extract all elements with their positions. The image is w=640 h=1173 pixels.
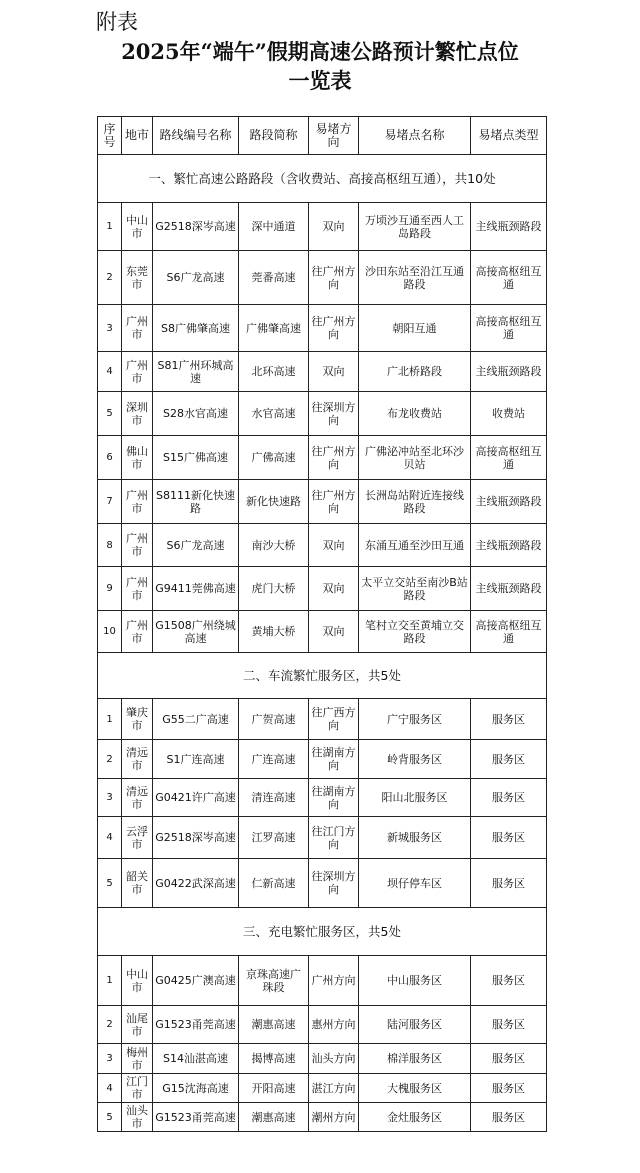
table-cell: 6 [98,436,122,480]
table-cell: 往广州方向 [309,251,359,305]
table-cell: 高接高枢纽互通 [471,251,547,305]
table-row [98,1006,547,1044]
table-cell: 大槐服务区 [359,1074,471,1103]
table-cell: 金灶服务区 [359,1103,471,1132]
table-row [98,251,547,305]
table-cell: 仁新高速 [239,859,309,908]
table-row [98,1074,547,1103]
table-row [98,779,547,817]
table-cell: 往深圳方向 [309,859,359,908]
table-cell: 潮州方向 [309,1103,359,1132]
table-cell: 长洲岛站附近连接线路段 [359,480,471,524]
table-row [98,203,547,251]
table-cell: G9411莞佛高速 [153,567,239,611]
table-row [98,524,547,567]
table-body [98,155,547,1132]
header-cell: 易堵点名称 [359,117,471,155]
header-cell: 地市 [122,117,153,155]
table-cell: G2518深岑高速 [153,203,239,251]
table-cell: G1508广州绕城高速 [153,611,239,653]
table-cell: G1523甬莞高速 [153,1006,239,1044]
table-cell: 广北桥路段 [359,352,471,392]
table-cell: 棉洋服务区 [359,1044,471,1074]
table-cell: 广佛高速 [239,436,309,480]
table-cell: 服务区 [471,779,547,817]
table-cell: 5 [98,392,122,436]
table-cell: 高接高枢纽互通 [471,305,547,352]
table-cell: 双向 [309,611,359,653]
table-cell: 往广州方向 [309,436,359,480]
table-cell: 往江门方向 [309,817,359,859]
table-cell: 9 [98,567,122,611]
table-cell: 开阳高速 [239,1074,309,1103]
table-cell: 清远市 [122,740,153,779]
table-cell: 莞番高速 [239,251,309,305]
table-cell: 惠州方向 [309,1006,359,1044]
table-cell: 广宁服务区 [359,699,471,740]
table-cell: 广州市 [122,480,153,524]
table-cell: 东莞市 [122,251,153,305]
table-cell: 3 [98,1044,122,1074]
section-title: 一、繁忙高速公路路段（含收费站、高接高枢纽互通），共10处 [98,155,547,203]
table-cell: 京珠高速广珠段 [239,956,309,1006]
appendix-label: 附表 [96,10,138,34]
table-cell: 3 [98,779,122,817]
table-cell: 4 [98,817,122,859]
table-cell: 云浮市 [122,817,153,859]
table-cell: 3 [98,305,122,352]
table-cell: 东涌互通至沙田互通 [359,524,471,567]
table-row [98,740,547,779]
page-title-line2: 一览表 [288,68,352,93]
header-cell: 路段简称 [239,117,309,155]
table-cell: S6广龙高速 [153,251,239,305]
section-title: 二、车流繁忙服务区，共5处 [98,653,547,699]
table-row [98,305,547,352]
table-cell: 坝仔停车区 [359,859,471,908]
table-cell: 广州市 [122,352,153,392]
table-cell: 往湖南方向 [309,740,359,779]
table-cell: 广贺高速 [239,699,309,740]
table-cell: 往广西方向 [309,699,359,740]
table-cell: 服务区 [471,956,547,1006]
table-cell: 高接高枢纽互通 [471,436,547,480]
table-cell: 汕头方向 [309,1044,359,1074]
table-cell: 湛江方向 [309,1074,359,1103]
table-cell: 梅州市 [122,1044,153,1074]
table-cell: 深中通道 [239,203,309,251]
table-cell: 8 [98,524,122,567]
table-cell: S6广龙高速 [153,524,239,567]
table-cell: 广州方向 [309,956,359,1006]
table-cell: G0425广澳高速 [153,956,239,1006]
table-cell: 双向 [309,524,359,567]
table-cell: 潮惠高速 [239,1103,309,1132]
table-cell: 主线瓶颈路段 [471,352,547,392]
table-cell: 揭博高速 [239,1044,309,1074]
table-cell: 5 [98,1103,122,1132]
table-cell: 服务区 [471,1074,547,1103]
table-row [98,611,547,653]
table-cell: S81广州环城高速 [153,352,239,392]
table-row [98,392,547,436]
table-cell: G0421许广高速 [153,779,239,817]
table-cell: 服务区 [471,1044,547,1074]
table-cell: 广佛肇高速 [239,305,309,352]
table-cell: 往深圳方向 [309,392,359,436]
table-cell: 新化快速路 [239,480,309,524]
table-cell: 双向 [309,203,359,251]
table-cell: G2518深岑高速 [153,817,239,859]
table-cell: 清连高速 [239,779,309,817]
table-cell: 服务区 [471,817,547,859]
table-cell: 北环高速 [239,352,309,392]
table-cell: 服务区 [471,859,547,908]
table-cell: 往广州方向 [309,480,359,524]
header-cell: 易堵点类型 [471,117,547,155]
table-cell: 中山市 [122,203,153,251]
section-row [98,155,547,203]
table-cell: 陆河服务区 [359,1006,471,1044]
table-cell: S8111新化快速路 [153,480,239,524]
table-row [98,352,547,392]
header-cell: 易堵方向 [309,117,359,155]
table-row [98,436,547,480]
section-row [98,908,547,956]
table-cell: 双向 [309,567,359,611]
table-cell: 深圳市 [122,392,153,436]
table-cell: 江罗高速 [239,817,309,859]
table-cell: S15广佛高速 [153,436,239,480]
table-cell: G15沈海高速 [153,1074,239,1103]
table-cell: 1 [98,203,122,251]
table-cell: 朝阳互通 [359,305,471,352]
table-cell: 阳山北服务区 [359,779,471,817]
table-row [98,859,547,908]
table-cell: 沙田东站至沿江互通路段 [359,251,471,305]
table-cell: 汕尾市 [122,1006,153,1044]
table-cell: 新城服务区 [359,817,471,859]
table-cell: 5 [98,859,122,908]
header-cell: 路线编号名称 [153,117,239,155]
table-cell: S1广连高速 [153,740,239,779]
table-cell: 主线瓶颈路段 [471,480,547,524]
table-cell: 黄埔大桥 [239,611,309,653]
table-cell: 服务区 [471,1006,547,1044]
table-cell: 南沙大桥 [239,524,309,567]
header-row [98,117,547,155]
table-cell: 广州市 [122,524,153,567]
table-cell: 广佛泌冲站至北环沙贝站 [359,436,471,480]
table-cell: 岭背服务区 [359,740,471,779]
table-row [98,567,547,611]
table-cell: 收费站 [471,392,547,436]
table-cell: 万顷沙互通至西人工岛路段 [359,203,471,251]
table-cell: 韶关市 [122,859,153,908]
table-cell: 7 [98,480,122,524]
table-row [98,817,547,859]
table-cell: 笔村立交至黄埔立交路段 [359,611,471,653]
table-cell: 主线瓶颈路段 [471,203,547,251]
table-cell: 布龙收费站 [359,392,471,436]
table-cell: 服务区 [471,1103,547,1132]
table-cell: 广州市 [122,305,153,352]
table-cell: 服务区 [471,699,547,740]
table-cell: 水官高速 [239,392,309,436]
table-cell: 4 [98,352,122,392]
table-cell: 广州市 [122,567,153,611]
table-cell: 2 [98,740,122,779]
page-title: 2025年“端午”假期高速公路预计繁忙点位 [121,39,519,64]
table-cell: S8广佛肇高速 [153,305,239,352]
table-cell: 太平立交站至南沙B站路段 [359,567,471,611]
table-row [98,480,547,524]
table-cell: 4 [98,1074,122,1103]
table-cell: 中山服务区 [359,956,471,1006]
section-title: 三、充电繁忙服务区，共5处 [98,908,547,956]
table-cell: 虎门大桥 [239,567,309,611]
table-cell: 清远市 [122,779,153,817]
table-cell: 江门市 [122,1074,153,1103]
table-row [98,1044,547,1074]
table-cell: 广连高速 [239,740,309,779]
table-cell: G0422武深高速 [153,859,239,908]
table-cell: 广州市 [122,611,153,653]
table-cell: 2 [98,1006,122,1044]
table-row [98,1103,547,1132]
table-cell: 潮惠高速 [239,1006,309,1044]
table-cell: 主线瓶颈路段 [471,567,547,611]
table-row [98,956,547,1006]
table-cell: 10 [98,611,122,653]
table-cell: 1 [98,956,122,1006]
table-cell: 双向 [309,352,359,392]
table-cell: 往湖南方向 [309,779,359,817]
table-cell: 汕头市 [122,1103,153,1132]
table-row [98,699,547,740]
table-cell: 肇庆市 [122,699,153,740]
table-cell: 服务区 [471,740,547,779]
table-cell: 佛山市 [122,436,153,480]
table-cell: 2 [98,251,122,305]
table-cell: G1523甬莞高速 [153,1103,239,1132]
table-cell: S14汕湛高速 [153,1044,239,1074]
table-cell: 往广州方向 [309,305,359,352]
table-cell: 高接高枢纽互通 [471,611,547,653]
section-row [98,653,547,699]
table-cell: 1 [98,699,122,740]
congestion-table [97,116,547,1132]
table-cell: S28水官高速 [153,392,239,436]
header-cell: 序号 [98,117,122,155]
table-cell: G55二广高速 [153,699,239,740]
table-cell: 中山市 [122,956,153,1006]
table-cell: 主线瓶颈路段 [471,524,547,567]
